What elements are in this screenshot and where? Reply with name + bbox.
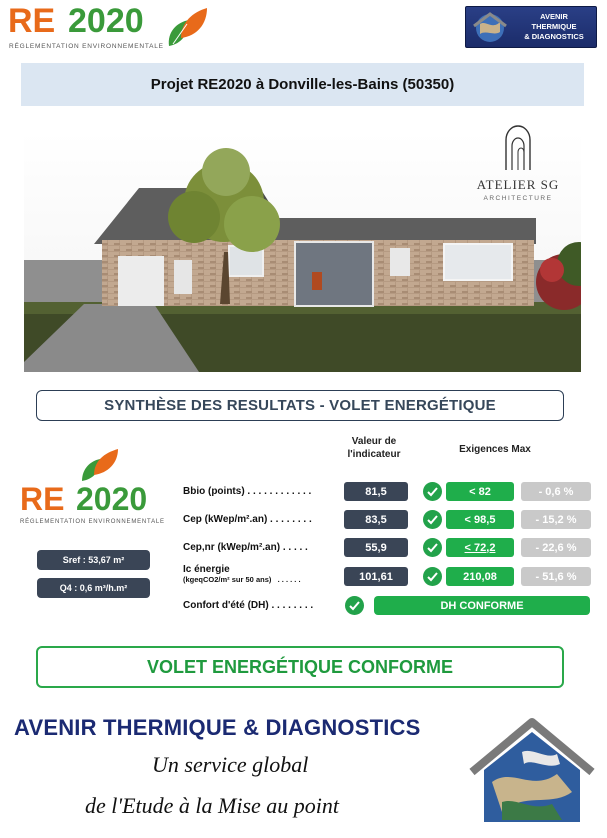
value-cepnr: 55,9 bbox=[344, 538, 408, 557]
section-title: SYNTHÈSE DES RESULTATS - VOLET ENERGÉTIQUE bbox=[36, 390, 564, 421]
logo-re-text: RE bbox=[20, 481, 65, 517]
col-header-value: Valeur de l'indicateur bbox=[347, 436, 401, 460]
gap-cepnr: - 22,6 % bbox=[521, 538, 591, 557]
footer-tagline-1: Un service global bbox=[152, 752, 309, 777]
row-label-cep: Cep (kWep/m².an) . . . . . . . . bbox=[183, 514, 312, 525]
footer-company: AVENIR THERMIQUE & DIAGNOSTICS bbox=[14, 715, 421, 740]
logo-subtitle: RÉGLEMENTATION ENVIRONNEMENTALE bbox=[9, 43, 164, 50]
re2020-logo-mid bbox=[18, 447, 178, 537]
dh-conforme-badge: DH CONFORME bbox=[374, 596, 590, 615]
row-label-ic: Ic énergie (kgeqCO2/m² sur 50 ans) . . . . . . bbox=[183, 564, 301, 584]
badge-line1: AVENIR bbox=[540, 12, 568, 21]
req-cep: < 98,5 bbox=[446, 510, 514, 529]
badge-line3: & DIAGNOSTICS bbox=[524, 32, 584, 41]
value-cep: 83,5 bbox=[344, 510, 408, 529]
house-globe-icon bbox=[470, 10, 510, 44]
check-icon bbox=[423, 482, 442, 501]
verdict-banner: VOLET ENERGÉTIQUE CONFORME bbox=[36, 646, 564, 688]
check-icon bbox=[423, 538, 442, 557]
value-ic: 101,61 bbox=[344, 567, 408, 586]
leaf-icon bbox=[78, 447, 128, 483]
gap-bbio: - 0,6 % bbox=[521, 482, 591, 501]
q4-pill: Q4 : 0,6 m³/h.m² bbox=[37, 578, 150, 598]
gap-cep: - 15,2 % bbox=[521, 510, 591, 529]
project-title: Projet RE2020 à Donville-les-Bains (50350) bbox=[21, 63, 584, 106]
req-ic: 210,08 bbox=[446, 567, 514, 586]
check-icon bbox=[423, 567, 442, 586]
footer-tagline-2: de l'Etude à la Mise au point bbox=[85, 793, 339, 818]
logo-year-text: 2020 bbox=[68, 2, 144, 40]
col-header-requirement: Exigences Max bbox=[459, 444, 531, 455]
logo-re-text: RE bbox=[8, 2, 56, 40]
re2020-logo-top bbox=[8, 2, 208, 52]
arch-icon bbox=[468, 122, 568, 172]
check-icon bbox=[423, 510, 442, 529]
architect-name: ATELIER SG bbox=[476, 177, 560, 192]
sref-pill: Sref : 53,67 m² bbox=[37, 550, 150, 570]
row-label-cepnr: Cep,nr (kWep/m².an) . . . . . bbox=[183, 542, 308, 553]
gap-ic: - 51,6 % bbox=[521, 567, 591, 586]
logo-subtitle: RÉGLEMENTATION ENVIRONNEMENTALE bbox=[20, 519, 165, 525]
check-icon bbox=[345, 596, 364, 615]
atd-badge bbox=[465, 6, 597, 48]
value-bbio: 81,5 bbox=[344, 482, 408, 501]
architect-logo bbox=[468, 122, 568, 212]
req-bbio: < 82 bbox=[446, 482, 514, 501]
house-globe-icon bbox=[462, 712, 602, 832]
row-label-bbio: Bbio (points) . . . . . . . . . . . . bbox=[183, 486, 312, 497]
row-label-confort: Confort d'été (DH) . . . . . . . . bbox=[183, 600, 314, 611]
architect-subtitle: ARCHITECTURE bbox=[483, 195, 553, 202]
badge-line2: THERMIQUE bbox=[531, 22, 577, 31]
req-cepnr: < 72,2 bbox=[446, 538, 514, 557]
leaf-icon bbox=[163, 6, 209, 50]
logo-year-text: 2020 bbox=[76, 481, 148, 517]
